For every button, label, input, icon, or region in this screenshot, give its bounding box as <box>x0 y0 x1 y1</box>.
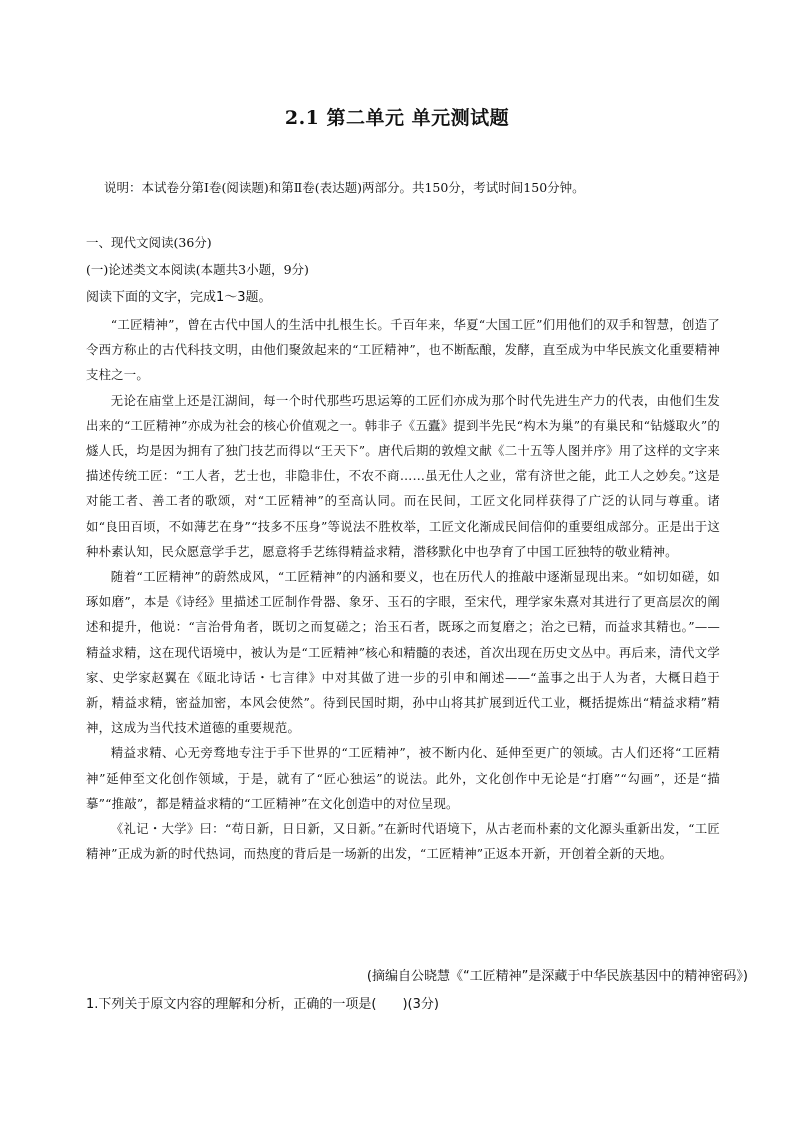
page-title: 2.1 第二单元 单元测试题 <box>284 107 510 129</box>
passage-paragraph: 精益求精、心无旁骛地专注于手下世界的“工匠精神”，被不断内化、延伸至更广的领域。古人们还将“工匠精神”延伸至文化创作领域，于是，就有了“匠心独运”的说法。此外，文化创作中无论是“打磨”“勾画”，还是“描摹”“推敲”，都是精益求精的“工匠精神”在文化创造中的对位呈现。 <box>86 745 720 811</box>
question-1: 1.下列关于原文内容的理解和分析，正确的一项是( )(3分) <box>86 997 439 1012</box>
reading-instruction: 阅读下面的文字，完成1～3题。 <box>86 290 272 305</box>
exam-note: 说明：本试卷分第Ⅰ卷(阅读题)和第Ⅱ卷(表达题)两部分。共150分，考试时间150分钟。 <box>104 180 585 195</box>
passage-paragraph: 无论在庙堂上还是江湖间，每一个时代那些巧思运筹的工匠们亦成为那个时代先进生产力的代表，由他们生发出来的“工匠精神”亦成为社会的核心价值观之一。韩非子《五蠹》提到半先民“构木为巢”的有巢民和“钻燧取火”的燧人氏，均是因为拥有了独门技艺而得以“王天下”。唐代后期的敦煌文献《二十五等人图并序》用了这样的文字来描述传统工匠：“工人者，艺士也，非隐非仕，不农不商……虽无仕人之业，常有济世之能，此工人之妙矣。”这是对能工者、善工者的歌颂，对“工匠精神”的至高认同。而在民间，工匠文化同样获得了广泛的认同与尊重。诸如“良田百顷，不如薄艺在身”“技多不压身”等说法不胜枚举，工匠文化渐成民间信仰的重要组成部分。正是出于这种朴素认知，民众愿意学手艺，愿意将手艺练得精益求精，潜移默化中也孕育了中国工匠独特的敬业精神。 <box>86 392 720 559</box>
subsection-heading: (一)论述类文本阅读(本题共3小题，9分) <box>86 262 309 277</box>
passage-source: (摘编自公晓慧《“工匠精神”是深藏于中华民族基因中的精神密码》) <box>366 969 748 984</box>
passage-paragraph: 随着“工匠精神”的蔚然成风，“工匠精神”的内涵和要义，也在历代人的推敲中逐渐显现出来。“如切如磋，如琢如磨”，本是《诗经》里描述工匠制作骨器、象牙、玉石的字眼，至宋代，理学家朱熹对其进行了更高层次的阐述和提升，他说：“言治骨角者，既切之而复磋之；治玉石者，既琢之而复磨之；治之已精，而益求其精也。”——精益求精，这在现代语境中，被认为是“工匠精神”核心和精髓的表述，首次出现在历史文丛中。再后来，清代文学家、史学家赵翼在《瓯北诗话・七言律》中对其做了进一步的引申和阐述——“盖事之出于人为者，大概日趋于新，精益求精，密益加密，本风会使然”。待到民国时期，孙中山将其扩展到近代工业，概括提炼出“精益求精”精神，这成为当代技术道德的重要规范。 <box>86 569 720 736</box>
reading-passage <box>86 312 720 866</box>
section-heading: 一、现代文阅读(36分) <box>86 235 212 250</box>
passage-paragraph: “工匠精神”，曾在古代中国人的生活中扎根生长。千百年来，华夏“大国工匠”们用他们的双手和智慧，创造了令西方称止的古代科技文明，由他们聚敛起来的“工匠精神”，也不断酝酿，发酵，直至成为中华民族文化重要精神支柱之一。 <box>86 317 720 383</box>
passage-paragraph: 《礼记・大学》曰：“苟日新，日日新，又日新。”在新时代语境下，从古老而朴素的文化源头重新出发，“工匠精神”正成为新的时代热词，而热度的背后是一场新的出发，“工匠精神”正返本开新，开创着全新的天地。 <box>86 821 720 862</box>
